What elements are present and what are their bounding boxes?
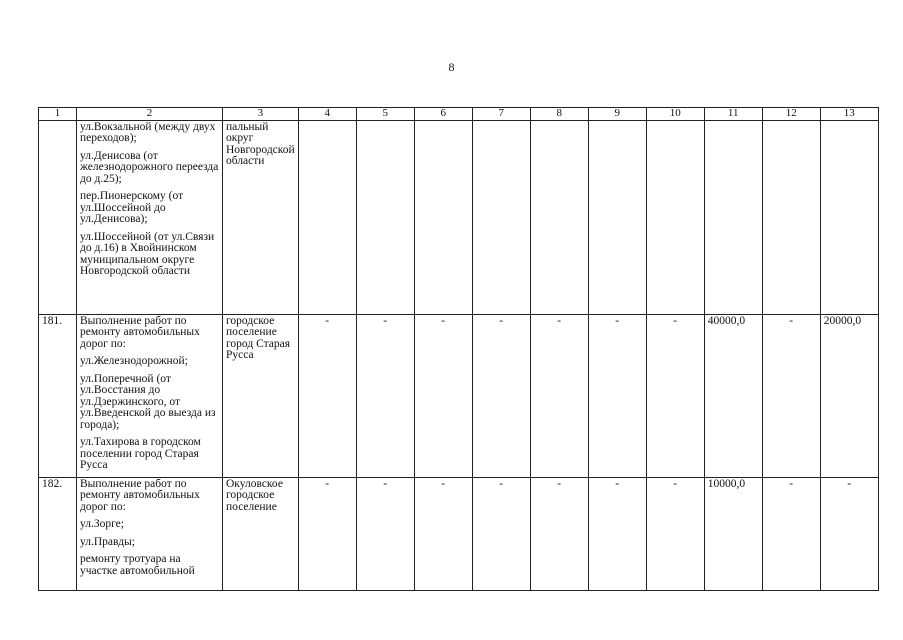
value-cell: - [298,314,356,477]
budget-table [38,107,879,591]
value-cell [356,120,414,314]
header-row [39,108,879,121]
value-cell [298,120,356,314]
value-cell: - [820,477,878,590]
header-cell: 1 [39,108,77,121]
value-cell [646,120,704,314]
work-item: ул.Шоссейной (от ул.Связи до д.16) в Хвойнинском муниципальном округе Новгородской области [80,230,215,277]
header-cell: 9 [588,108,646,121]
value-cell: 20000,0 [820,314,878,477]
value-cell: - [646,314,704,477]
value-cell: - [588,477,646,590]
value-cell [704,120,762,314]
table-row [39,120,879,314]
header-cell: 6 [414,108,472,121]
row-number [39,120,77,314]
value-cell: - [472,477,530,590]
value-cell [472,120,530,314]
work-item: пер.Пионерскому (от ул.Шоссейной до ул.Денисова); [80,190,184,225]
value-cell: - [356,314,414,477]
work-item: ул.Вокзальной (между двух переходов); [80,120,216,144]
value-cell: - [298,477,356,590]
value-cell [820,120,878,314]
value-cell: - [414,477,472,590]
work-item: ул.Поперечной (от ул.Восстания до ул.Дзержинского, от ул.Введенской до выезда из города); [80,372,216,431]
page-number: 8 [448,60,455,74]
header-cell: 2 [77,108,223,121]
value-cell: - [762,477,820,590]
value-cell: 40000,0 [704,314,762,477]
value-cell [530,120,588,314]
table-row [39,314,879,477]
header-cell: 11 [704,108,762,121]
work-item: ул.Денисова (от железнодорожного переезда до д.25); [80,149,219,185]
value-cell: - [588,314,646,477]
row-number: 181. [39,314,77,477]
value-cell: - [530,477,588,590]
work-item: ул.Железнодорожной; [80,355,188,367]
value-cell: - [646,477,704,590]
work-item: ул.Зорге; [80,518,124,530]
work-item: ул.Правды; [80,535,135,548]
municipality: Окуловское городское поселение [223,477,299,590]
value-cell: - [356,477,414,590]
work-description [77,477,223,590]
value-cell [588,120,646,314]
header-cell: 3 [223,108,299,121]
value-cell [762,120,820,314]
header-cell: 4 [298,108,356,121]
value-cell [414,120,472,314]
municipality: городское поселение город Старая Русса [223,314,299,477]
work-item: ремонту тротуара на участке автомобильной [80,553,195,577]
value-cell: - [472,314,530,477]
work-description [77,120,223,314]
municipality: пальный округ Новгородской области [223,120,299,314]
header-cell: 10 [646,108,704,121]
value-cell: - [762,314,820,477]
header-cell: 8 [530,108,588,121]
value-cell: - [530,314,588,477]
value-cell: 10000,0 [704,477,762,590]
work-description [77,314,223,477]
header-cell: 12 [762,108,820,121]
value-cell: - [414,314,472,477]
header-cell: 5 [356,108,414,121]
work-item: Выполнение работ по ремонту автомобильных дорог по: [80,314,200,350]
table-row [39,477,879,590]
work-item: ул.Тахирова в городском поселении город Старая Русса [80,436,201,471]
header-cell: 7 [472,108,530,121]
work-item: Выполнение работ по ремонту автомобильных дорог по: [80,477,200,513]
row-number: 182. [39,477,77,590]
header-cell: 13 [820,108,878,121]
